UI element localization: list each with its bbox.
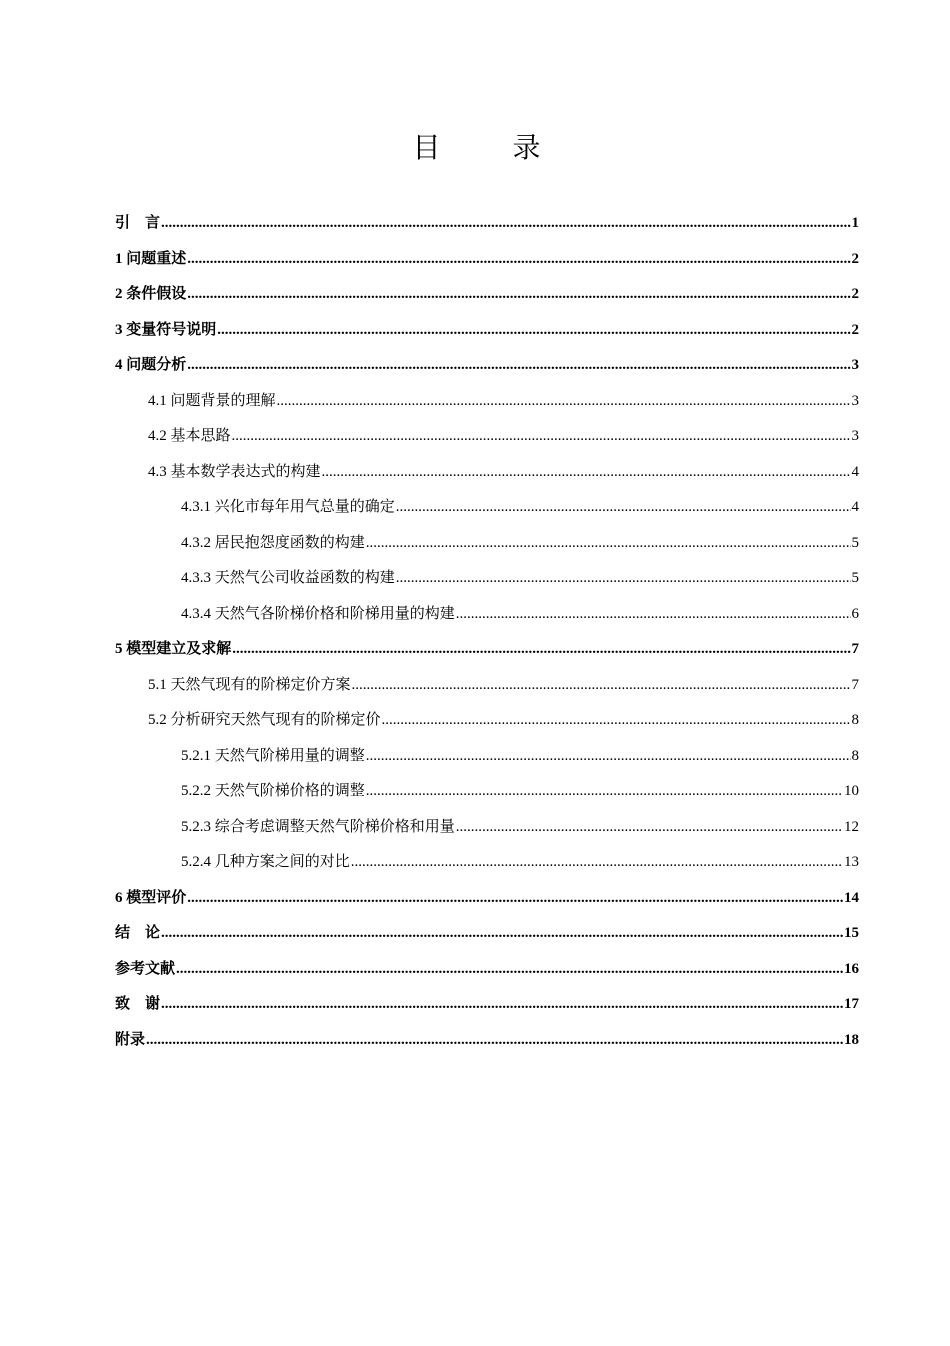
toc-leader-dots bbox=[161, 921, 843, 945]
toc-entry-model-solution[interactable] bbox=[115, 637, 859, 661]
toc-entry-page: 3 bbox=[851, 428, 859, 444]
toc-leader-dots bbox=[456, 602, 851, 626]
toc-entry-label: 4.3.3 天然气公司收益函数的构建 bbox=[181, 570, 395, 586]
toc-entry-page: 15 bbox=[844, 925, 859, 941]
toc-leader-dots bbox=[232, 424, 851, 448]
toc-entry-variable-symbols[interactable] bbox=[115, 318, 859, 342]
toc-entry-label: 5.2.2 天然气阶梯价格的调整 bbox=[181, 783, 365, 799]
toc-entry-label: 3 变量符号说明 bbox=[115, 321, 217, 338]
toc-entry-page: 4 bbox=[851, 499, 859, 515]
toc-entry-page: 10 bbox=[844, 783, 859, 799]
toc-entry-assumptions[interactable] bbox=[115, 282, 859, 306]
toc-entry-label: 5 模型建立及求解 bbox=[115, 641, 232, 657]
toc-leader-dots bbox=[396, 495, 851, 519]
toc-entry-page: 8 bbox=[851, 747, 859, 764]
toc-entry-page: 14 bbox=[844, 889, 859, 906]
toc-entry-4-3-4[interactable] bbox=[181, 602, 859, 626]
toc-leader-dots bbox=[396, 566, 851, 590]
toc-entry-page: 17 bbox=[844, 996, 859, 1012]
toc-leader-dots bbox=[322, 460, 851, 484]
toc-entry-4-3[interactable] bbox=[148, 460, 859, 484]
toc-entry-4-2[interactable] bbox=[148, 424, 859, 448]
toc-entry-label: 4.3.4 天然气各阶梯价格和阶梯用量的构建 bbox=[181, 605, 455, 622]
toc-entry-label: 1 问题重述 bbox=[115, 250, 187, 267]
toc-entry-5-2-1[interactable] bbox=[181, 744, 859, 768]
toc-leader-dots bbox=[366, 531, 851, 555]
toc-entry-page: 7 bbox=[851, 676, 859, 693]
toc-entry-page: 3 bbox=[851, 357, 859, 373]
toc-leader-dots bbox=[351, 850, 843, 874]
toc-leader-dots bbox=[352, 673, 851, 697]
toc-entry-4-3-2[interactable] bbox=[181, 531, 859, 555]
toc-entry-label: 4.3 基本数学表达式的构建 bbox=[148, 463, 321, 480]
toc-entry-page: 5 bbox=[851, 570, 859, 586]
toc-entry-page: 4 bbox=[851, 463, 859, 480]
toc-entry-label: 4 问题分析 bbox=[115, 357, 187, 373]
toc-leader-dots bbox=[232, 637, 850, 661]
toc-entry-label: 4.2 基本思路 bbox=[148, 428, 231, 444]
toc-entry-5-1[interactable] bbox=[148, 673, 859, 697]
toc-leader-dots bbox=[187, 247, 850, 271]
toc-entry-label: 4.3.2 居民抱怨度函数的构建 bbox=[181, 534, 365, 551]
toc-leader-dots bbox=[382, 708, 851, 732]
toc-entry-page: 13 bbox=[844, 854, 859, 870]
toc-entry-5-2-2[interactable] bbox=[181, 779, 859, 803]
toc-entry-page: 7 bbox=[851, 641, 859, 657]
toc-title: 目 录 bbox=[412, 131, 563, 164]
toc-entry-conclusion[interactable] bbox=[115, 921, 859, 945]
toc-entry-4-1[interactable] bbox=[148, 389, 859, 413]
toc-entry-label: 5.2.1 天然气阶梯用量的调整 bbox=[181, 747, 365, 764]
toc-entry-appendix[interactable] bbox=[115, 1028, 859, 1052]
toc-entry-5-2-4[interactable] bbox=[181, 850, 859, 874]
toc-leader-dots bbox=[161, 992, 843, 1016]
toc-entry-label: 2 条件假设 bbox=[115, 286, 187, 302]
toc-leader-dots bbox=[176, 957, 843, 981]
toc-leader-dots bbox=[187, 886, 843, 910]
toc-entry-label: 4.3.1 兴化市每年用气总量的确定 bbox=[181, 499, 395, 515]
toc-entry-label: 引 言 bbox=[115, 215, 161, 231]
toc-entry-5-2[interactable] bbox=[148, 708, 859, 732]
toc-entry-label: 5.2.3 综合考虑调整天然气阶梯价格和用量 bbox=[181, 818, 455, 835]
toc-entry-page: 8 bbox=[851, 712, 859, 728]
toc-entry-page: 2 bbox=[851, 250, 859, 267]
toc-entry-label: 5.1 天然气现有的阶梯定价方案 bbox=[148, 676, 351, 693]
toc-leader-dots bbox=[161, 211, 850, 235]
toc-entry-page: 18 bbox=[844, 1031, 859, 1048]
toc-leader-dots bbox=[366, 779, 843, 803]
toc-entry-model-evaluation[interactable] bbox=[115, 886, 859, 910]
toc-entry-page: 2 bbox=[851, 286, 859, 302]
toc-entry-problem-restatement[interactable] bbox=[115, 247, 859, 271]
toc-entry-page: 5 bbox=[851, 534, 859, 551]
toc-entry-label: 6 模型评价 bbox=[115, 889, 187, 906]
toc-entry-introduction[interactable] bbox=[115, 211, 859, 235]
toc-entry-page: 1 bbox=[851, 215, 859, 231]
toc-entry-problem-analysis[interactable] bbox=[115, 353, 859, 377]
toc-entry-label: 4.1 问题背景的理解 bbox=[148, 392, 276, 409]
toc-entry-references[interactable] bbox=[115, 957, 859, 981]
toc-leader-dots bbox=[187, 353, 850, 377]
toc-entry-label: 5.2.4 几种方案之间的对比 bbox=[181, 854, 350, 870]
toc-leader-dots bbox=[456, 815, 843, 839]
toc-entry-page: 3 bbox=[851, 392, 859, 409]
toc-leader-dots bbox=[187, 282, 850, 306]
toc-entry-label: 结 论 bbox=[115, 925, 161, 941]
toc-leader-dots bbox=[217, 318, 850, 342]
toc-entry-4-3-1[interactable] bbox=[181, 495, 859, 519]
toc-leader-dots bbox=[366, 744, 851, 768]
toc-leader-dots bbox=[277, 389, 851, 413]
toc-entry-label: 参考文献 bbox=[115, 960, 176, 977]
toc-entry-4-3-3[interactable] bbox=[181, 566, 859, 590]
toc-leader-dots bbox=[146, 1028, 843, 1052]
toc-entry-5-2-3[interactable] bbox=[181, 815, 859, 839]
toc-entry-page: 16 bbox=[844, 960, 859, 977]
toc-entry-page: 6 bbox=[851, 605, 859, 622]
toc-entry-page: 2 bbox=[851, 321, 859, 338]
toc-entry-label: 附录 bbox=[115, 1031, 146, 1048]
toc-entry-page: 12 bbox=[844, 818, 859, 835]
toc-entry-label: 5.2 分析研究天然气现有的阶梯定价 bbox=[148, 712, 381, 728]
toc-entry-label: 致 谢 bbox=[115, 996, 161, 1012]
toc-entry-acknowledgements[interactable] bbox=[115, 992, 859, 1016]
